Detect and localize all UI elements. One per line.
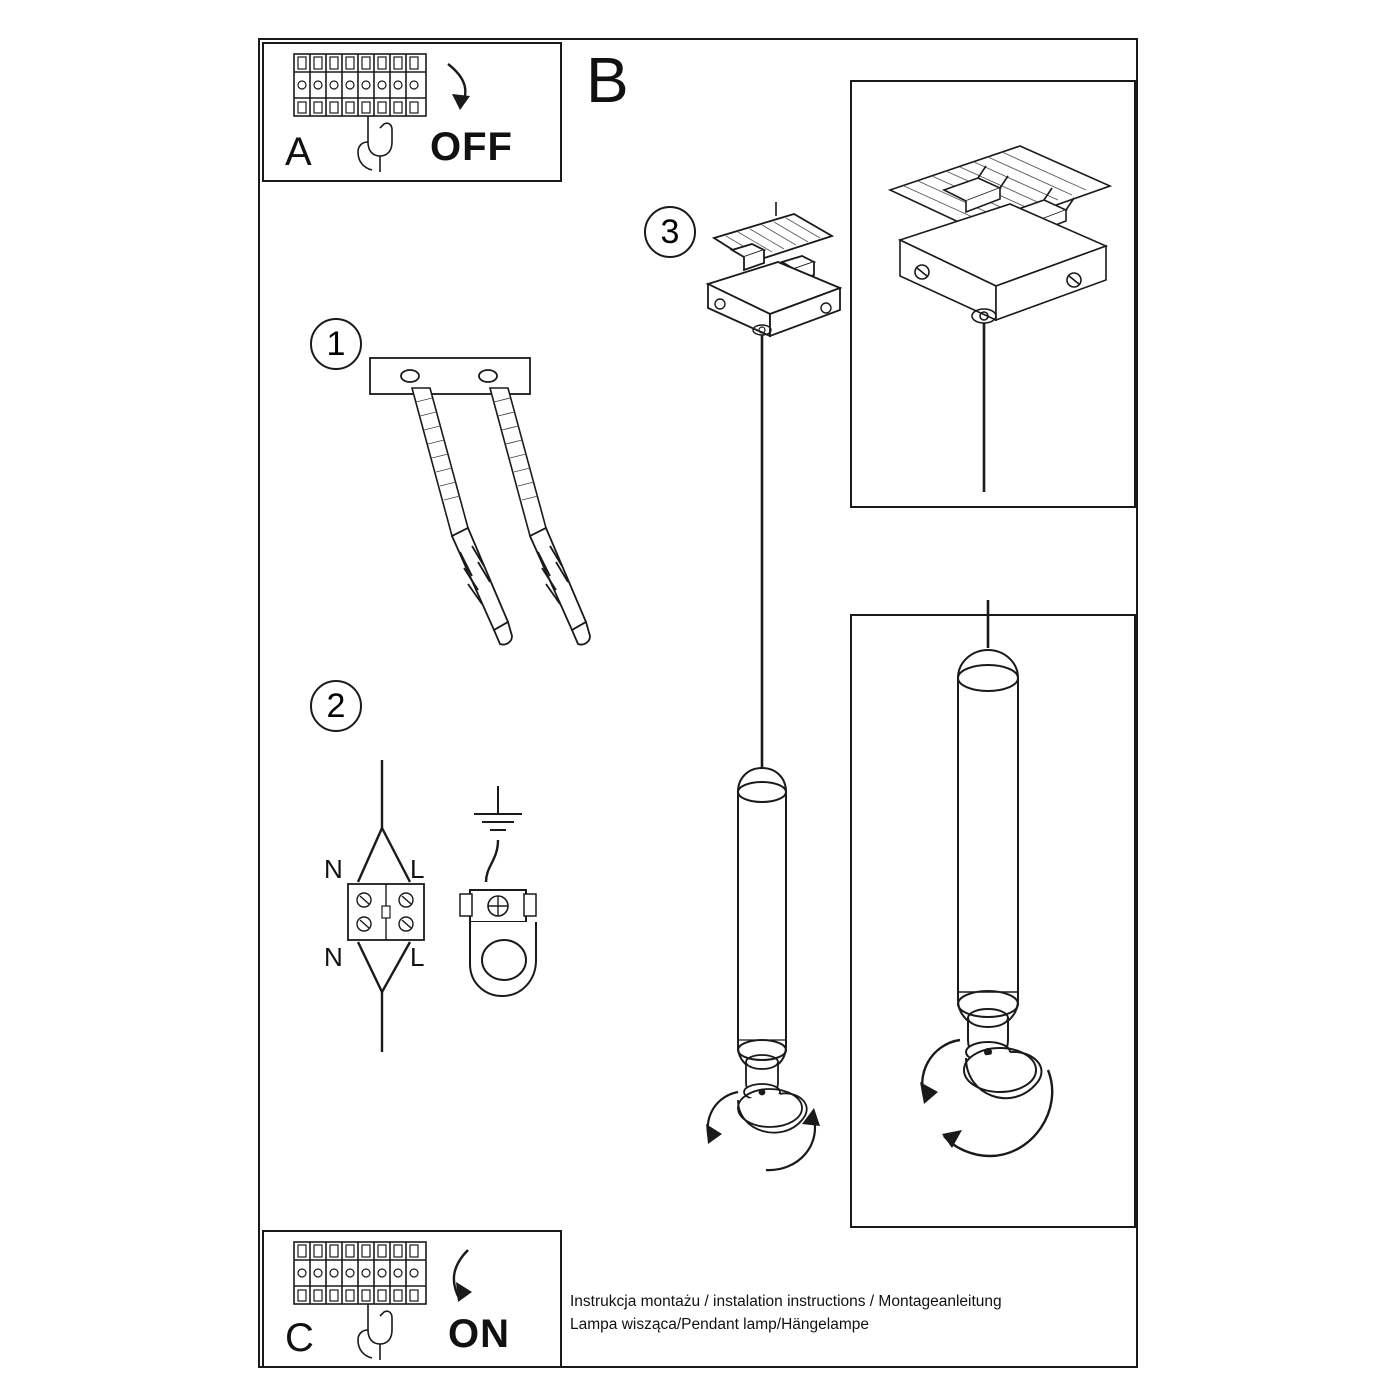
terminal-label-l-top: L bbox=[410, 854, 425, 884]
step-3-pendant-assembly-illustration bbox=[690, 200, 890, 1200]
footer-line-2: Lampa wisząca/Pendant lamp/Hängelampe bbox=[570, 1316, 869, 1333]
earth-terminal-illustration bbox=[452, 778, 572, 1038]
breaker-on-illustration bbox=[280, 1234, 490, 1364]
step-1-number: 1 bbox=[326, 324, 346, 363]
panel-c-on-label: ON bbox=[448, 1312, 510, 1356]
terminal-label-l-bottom: L bbox=[410, 942, 425, 972]
breaker-off-illustration bbox=[280, 46, 490, 178]
panel-a-label: A bbox=[285, 130, 312, 174]
terminal-label-n-bottom: N bbox=[324, 942, 343, 972]
step-3-badge bbox=[644, 206, 696, 258]
footer-line-1: Instrukcja montażu / instalation instructions / Montageanleitung bbox=[570, 1293, 1002, 1310]
lamp-detail-illustration bbox=[880, 600, 1130, 1230]
step-2-number: 2 bbox=[326, 686, 346, 725]
step-1-badge bbox=[310, 318, 362, 370]
step-2-terminal-illustration bbox=[330, 760, 460, 1060]
step-2-badge bbox=[310, 680, 362, 732]
section-b-label: B bbox=[586, 44, 629, 116]
step-1-illustration bbox=[360, 340, 640, 650]
panel-a-off-label: OFF bbox=[430, 125, 513, 169]
panel-c-label: C bbox=[285, 1316, 314, 1360]
step-3-number: 3 bbox=[660, 212, 680, 251]
terminal-label-n-top: N bbox=[324, 854, 343, 884]
bracket-detail-illustration bbox=[860, 120, 1130, 500]
